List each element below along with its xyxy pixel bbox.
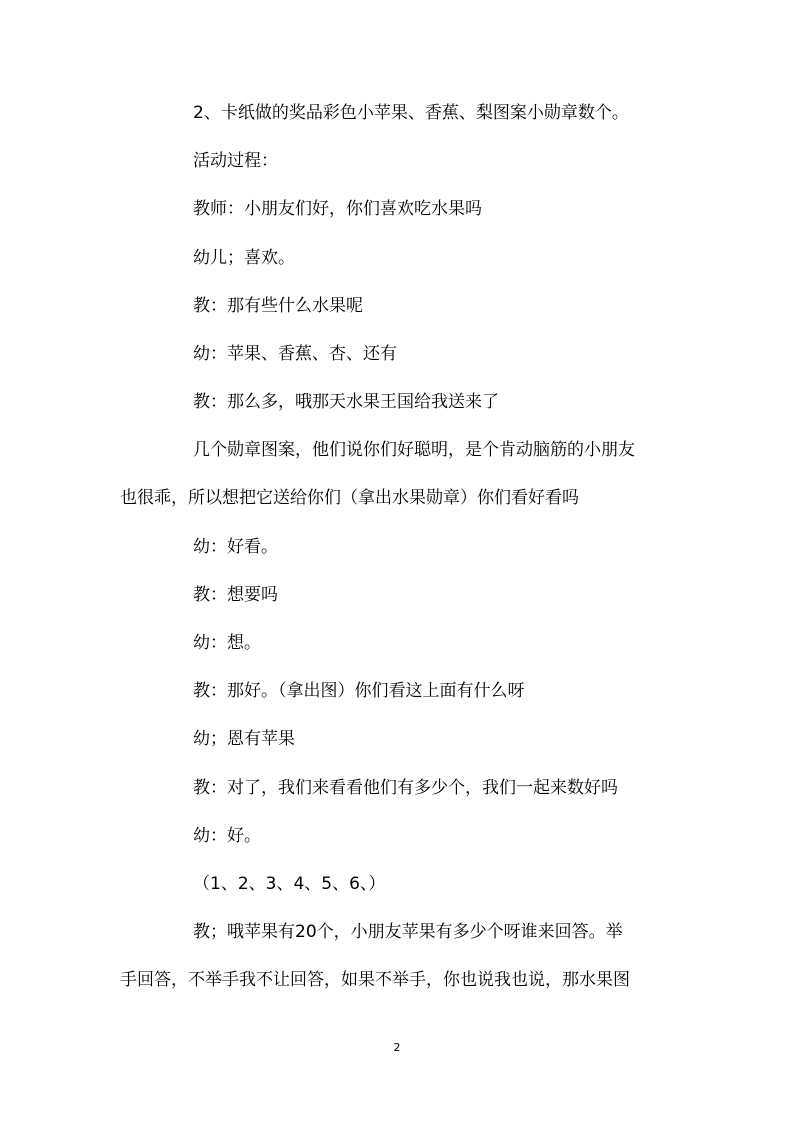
text-line-18: 教；哦苹果有20个，小朋友苹果有多少个呀谁来回答。举: [193, 922, 623, 942]
text-line-7: 教：那么多，哦那天水果王国给我送来了: [193, 392, 499, 412]
text-line-14: 幼；恩有苹果: [193, 729, 295, 749]
text-line-19: 手回答，不举手我不让回答，如果不举手，你也说我也说，那水果图: [120, 970, 630, 990]
text-line-3: 教师：小朋友们好，你们喜欢吃水果吗: [193, 199, 482, 219]
page-number: 2: [393, 1041, 401, 1054]
text-line-8: 几个勋章图案，他们说你们好聪明，是个肯动脑筋的小朋友: [193, 440, 635, 460]
text-line-12: 幼：想。: [193, 633, 261, 653]
text-line-6: 幼：苹果、香蕉、杏、还有: [193, 344, 397, 364]
text-line-15: 教：对了，我们来看看他们有多少个，我们一起来数好吗: [193, 778, 618, 798]
text-line-16: 幼：好。: [193, 826, 261, 846]
text-line-5: 教：那有些什么水果呢: [193, 296, 363, 316]
text-line-13: 教：那好。（拿出图）你们看这上面有什么呀: [193, 681, 525, 701]
text-line-17: （1、2、3、4、5、6、）: [193, 874, 386, 894]
text-line-9: 也很乖，所以想把它送给你们（拿出水果勋章）你们看好看吗: [120, 488, 579, 508]
text-line-4: 幼儿；喜欢。: [193, 248, 295, 268]
text-line-2: 活动过程：: [193, 151, 278, 171]
text-line-11: 教：想要吗: [193, 585, 278, 605]
text-line-1: 2、卡纸做的奖品彩色小苹果、香蕉、梨图案小勋章数个。: [193, 103, 629, 123]
text-line-10: 幼：好看。: [193, 537, 278, 557]
